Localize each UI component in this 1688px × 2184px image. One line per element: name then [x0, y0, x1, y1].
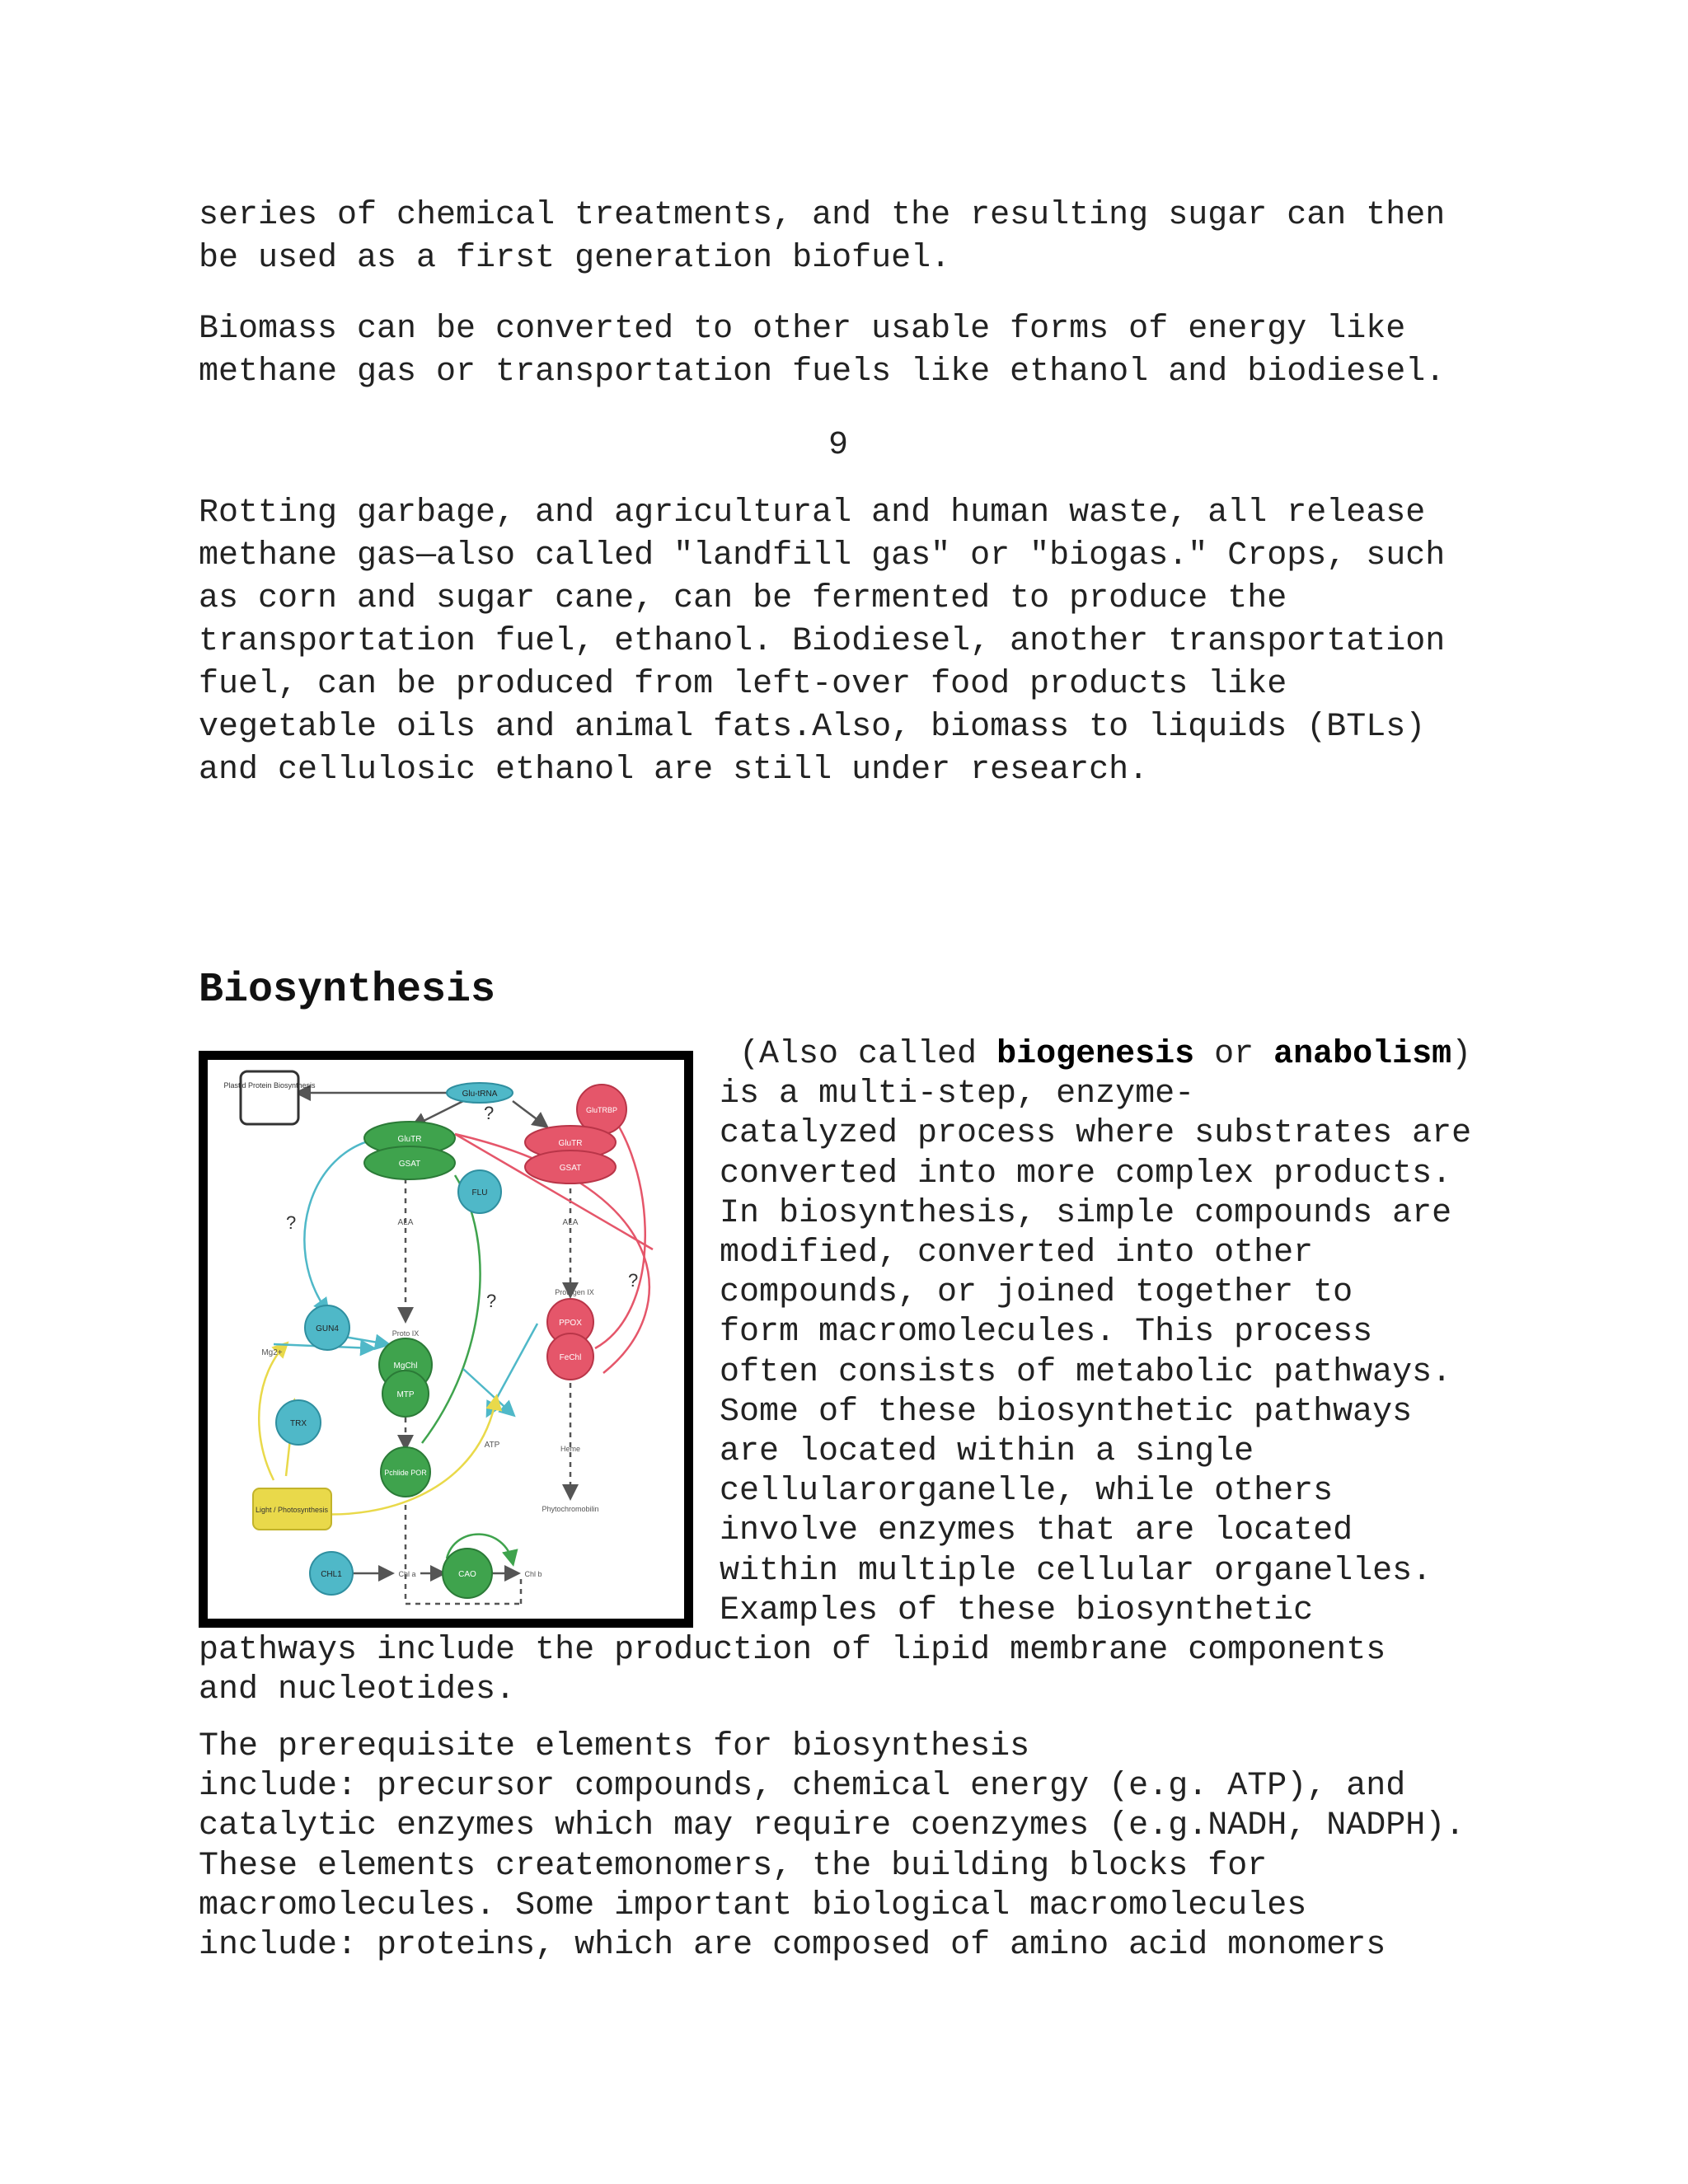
intro-mid: or — [1194, 1036, 1274, 1073]
section-heading: Biosynthesis — [199, 967, 496, 1014]
intro-suffix: ) — [1451, 1036, 1472, 1073]
chl1-node — [310, 1552, 353, 1595]
mgchl-node — [379, 1338, 432, 1417]
pathway-diagram-figure — [199, 1051, 693, 1628]
text-line: and nucleotides. — [199, 1671, 516, 1709]
por-node — [381, 1447, 430, 1497]
trx-label: TRX — [290, 1419, 307, 1428]
ala-right-label: ALA — [562, 1218, 579, 1227]
text-line: Rotting garbage, and agricultural and human waste, all release — [199, 494, 1426, 532]
text-line: methane gas—also called "landfill gas" or "biogas." Crops, such — [199, 537, 1446, 574]
light-photosynthesis-node — [253, 1488, 331, 1530]
gsat-label: GSAT — [398, 1160, 421, 1169]
mgchl2-label: MTP — [396, 1390, 415, 1399]
plastid-protein-box — [223, 1071, 316, 1124]
proto-right-label: Protogen IX — [555, 1288, 594, 1296]
chla-label: Chl a — [398, 1570, 416, 1578]
ala-left-label: ALA — [397, 1218, 414, 1227]
intro-prefix: (Also called — [720, 1036, 997, 1073]
text-line: fuel, can be produced from left-over food products like — [199, 666, 1287, 703]
text-line: cellularorganelle, while others — [720, 1473, 1334, 1511]
cao-node — [443, 1549, 492, 1598]
proto-left-label: Proto IX — [392, 1329, 420, 1338]
text-line: series of chemical treatments, and the resulting sugar can then — [199, 197, 1446, 234]
text-line: Biomass can be converted to other usable forms of energy like — [199, 311, 1406, 348]
text-line: converted into more complex products. — [720, 1155, 1452, 1193]
text-line: include: proteins, which are composed of amino acid monomers — [199, 1927, 1386, 1965]
paragraph-sugar-biofuel — [199, 194, 1517, 280]
text-line: within multiple cellular organelles. — [720, 1552, 1432, 1590]
text-line: catalytic enzymes which may require coenzymes (e.g.NADH, NADPH). — [199, 1807, 1465, 1845]
gluts-label: GluTR — [397, 1135, 422, 1144]
gluts-gsat-green-node — [364, 1122, 455, 1179]
cao-label: CAO — [458, 1570, 476, 1579]
heme-label: Heme — [560, 1445, 581, 1453]
question-mark-4: ? — [628, 1270, 639, 1291]
gun4-label: GUN4 — [316, 1324, 339, 1333]
chlb-label: Chl b — [524, 1570, 542, 1578]
text-line: compounds, or joined together to — [720, 1274, 1353, 1312]
mg-label: Mg2+ — [261, 1348, 283, 1357]
biosynthesis-continued-text — [199, 1631, 1386, 1710]
text-line: In biosynthesis, simple compounds are — [720, 1194, 1452, 1232]
por-label: Pchlide POR — [384, 1469, 427, 1477]
chl1-label: CHL1 — [321, 1570, 342, 1579]
text-line: include: precursor compounds, chemical energy (e.g. ATP), and — [199, 1768, 1406, 1806]
text-line: These elements createmonomers, the building blocks for — [199, 1847, 1268, 1885]
text-line: The prerequisite elements for biosynthesis — [199, 1728, 1030, 1765]
flu-node — [458, 1170, 501, 1213]
fechl-label: FeChl — [559, 1353, 582, 1362]
paragraph-rotting-garbage — [199, 492, 1517, 792]
flu-label: FLU — [471, 1188, 488, 1197]
page-number: 9 — [828, 427, 849, 464]
term-anabolism: anabolism — [1273, 1036, 1452, 1073]
text-line: are located within a single — [720, 1433, 1254, 1471]
text-line: often consists of metabolic pathways. — [720, 1353, 1452, 1391]
text-line: vegetable oils and animal fats.Also, biomass to liquids (BTLs) — [199, 709, 1426, 746]
ppox-label: PPOX — [559, 1319, 582, 1328]
gluts-gsat-red-node — [525, 1126, 616, 1183]
question-mark-2: ? — [286, 1212, 297, 1233]
ppox-fechl-node — [547, 1299, 593, 1380]
intro-line — [720, 1035, 1544, 1075]
atp-label: ATP — [484, 1441, 500, 1450]
glutrna-label: Glu-tRNA — [462, 1090, 498, 1099]
text-line: methane gas or transportation fuels like ethanol and biodiesel. — [199, 354, 1446, 391]
mgchl-label: MgChl — [393, 1361, 418, 1371]
text-line: modified, converted into other — [720, 1235, 1314, 1272]
plastid-label: Plastid Protein Biosynthesis — [223, 1081, 316, 1090]
text-line: be used as a first generation biofuel. — [199, 240, 951, 277]
term-biogenesis: biogenesis — [996, 1036, 1195, 1073]
gun4-node — [305, 1305, 349, 1350]
trx-node — [276, 1400, 321, 1445]
text-line: transportation fuel, ethanol. Biodiesel, another transportation — [199, 623, 1446, 660]
gsat-r-label: GSAT — [559, 1164, 582, 1173]
glutrna-node — [447, 1083, 513, 1103]
paragraph-biomass-energy — [199, 308, 1517, 394]
gluts-r-label: GluTR — [558, 1139, 583, 1148]
question-mark-3: ? — [486, 1291, 497, 1311]
text-line: macromolecules. Some important biological macromolecules — [199, 1886, 1307, 1924]
text-line: pathways include the production of lipid membrane components — [199, 1632, 1386, 1669]
text-line: Some of these biosynthetic pathways — [720, 1393, 1413, 1431]
phyto-label: Phytochromobilin — [542, 1505, 599, 1513]
text-line: and cellulosic ethanol are still under research. — [199, 752, 1149, 789]
text-line: is a multi-step, enzyme- — [720, 1076, 1195, 1113]
light-label: Light / Photosynthesis — [255, 1506, 329, 1514]
text-line: as corn and sugar cane, can be fermented to produce the — [199, 580, 1287, 617]
text-line: catalyzed process where substrates are — [720, 1115, 1472, 1153]
text-line: Examples of these biosynthetic — [720, 1591, 1314, 1629]
biosynthesis-wrapped-text — [720, 1035, 1544, 1631]
pathway-diagram — [208, 1060, 684, 1619]
question-mark-1: ? — [484, 1103, 495, 1123]
paragraph-prerequisites — [199, 1727, 1465, 1966]
glutrbp-label: GluTRBP — [585, 1106, 618, 1114]
text-line: form macromolecules. This process — [720, 1314, 1373, 1352]
text-line: involve enzymes that are located — [720, 1512, 1353, 1550]
